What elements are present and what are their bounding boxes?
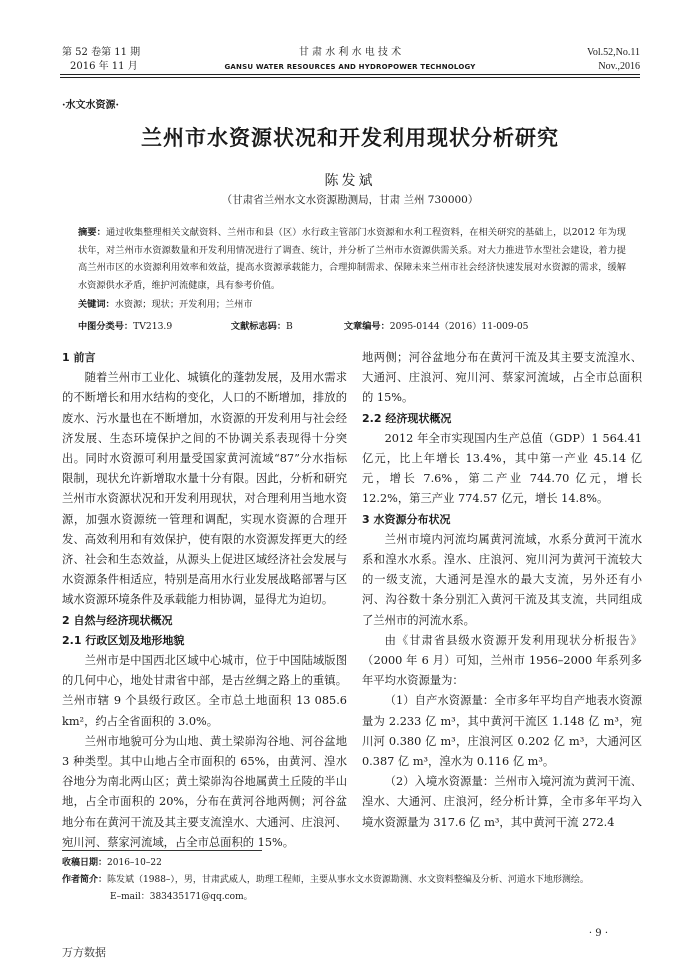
journal-name-cn: 甘 肃 水 利 水 电 技 术: [298, 47, 402, 58]
section-tag: ·水文水资源·: [62, 100, 119, 111]
clc-label: 中图分类号：: [78, 321, 134, 332]
clc-value: TV213.9: [133, 321, 173, 332]
header-rule: [60, 74, 640, 75]
article-no-label: 文章编号：: [343, 321, 390, 332]
header-volume-en: [587, 46, 640, 74]
keywords-text: 水资源；现状；开发利用；兰州市: [114, 299, 253, 310]
abstract-text: 通过收集整理相关文献资料、兰州市和县（区）水行政主管部门水资源和水利工程资料，在相关研究的基础上，以2012 年为现状年，对兰州市水资源数量和开发利用情况进行了调查、统计，并分析了兰州市水资源供需关系。对大力推进节水型社会建设，着力提高兰州市区的水资源利用效率和效益，提高水资源承载能力，合理抑制需求、保障未来兰州市社会经济快速发展对水资源的需求，缓解水资源供水矛盾，维护河流健康，具有参考价值。: [78, 227, 626, 291]
doc-code-label: 文献标志码：: [230, 321, 287, 332]
footnote-rule: [62, 850, 262, 851]
page-number: · 9 ·: [588, 928, 608, 939]
keywords: [78, 296, 253, 310]
heading-1: 1 前言: [62, 351, 96, 364]
received-label: 收稿日期：: [62, 858, 108, 868]
author-affiliation: （甘肃省兰州水文水资源勘测局，甘肃 兰州 730000）: [221, 194, 479, 206]
journal-name-en: GANSU WATER RESOURCES AND HYDROPOWER TECHNOLOGY: [224, 63, 476, 71]
volume-en: Vol.52,No.11: [586, 47, 640, 58]
author-email: E–mail：383435171@qq.com。: [110, 892, 253, 902]
body-column-left: [62, 348, 347, 849]
classification-meta: [78, 318, 638, 332]
heading-2-2: 2.2 经济现状概况: [362, 411, 452, 425]
paper-author: 陈发斌: [324, 173, 376, 189]
paragraph-2-1-b: 兰州市地貌可分为山地、黄土梁峁沟谷地、河谷盆地 3 种类型。其中山地占全市面积的 65%，由黄河、湟水谷地分为南北两山区；黄土梁峁沟谷地属黄土丘陵的半山地，占全市面积的 20%，分布在黄河谷地两侧；河谷盆地分布在黄河干流及其主要支流湟水、大通河、庄浪河、宛川河、蔡家河流域，占全市总面积的 15%。: [62, 734, 347, 849]
author-bio: [62, 872, 652, 889]
heading-3: 3 水资源分布状况: [362, 512, 451, 526]
author-bio-label: 作者简介：: [62, 875, 108, 885]
body-column-right: [362, 348, 642, 833]
paragraph-2-2: 2012 年全市实现国内生产总值（GDP）1 564.41 亿元，比上年增长 13.4%，其中第一产业 45.14 亿元，增长 7.6%，第二产业 744.70 亿元，增长 12.2%，第三产业 774.57 亿元，增长 14.8%。: [362, 431, 642, 506]
received-value: 2016–10–22: [107, 858, 162, 868]
paragraph-2-1-b-continued: 地两侧；河谷盆地分布在黄河干流及其主要支流湟水、大通河、庄浪河、宛川河、蔡家河流域，占全市总面积的 15%。: [362, 351, 642, 405]
author-bio-text: 陈发斌（1988–），男，甘肃武威人，助理工程师，主要从事水文水资源勘测、水文资料整编及分析、河道水下地形测绘。: [107, 875, 589, 885]
footnote: [62, 855, 652, 906]
paragraph-3-d: （2）入境水资源量：兰州市入境河流为黄河干流、湟水、大通河、庄浪河，经分析计算，全市多年平均入境水资源量为 317.6 亿 m³，其中黄河干流 272.4: [362, 775, 642, 829]
paragraph-intro: 随着兰州市工业化、城镇化的蓬勃发展，及用水需求的不断增长和用水结构的变化，人口的不断增加，排放的废水、污水量也在不断增加，水资源的开发利用与社会经济发展、生态环境保护之间的不协调关系表现得十分突出。同时水资源可利用量受国家黄河流域“87”分水指标限制，现状允许新增取水量十分有限。因此，分析和研究兰州市水资源状况和开发利用现状，对合理利用当地水资源，加强水资源统一管理和调配，实现水资源的合理开发、高效利用和有效保护，使有限的水资源发挥更大的经济、社会和生态效益，从源头上促进区域经济社会发展与水资源条件相适应，特别是高用水行业发展战略部署与区域水资源环境条件及承载能力相协调，显得尤为迫切。: [62, 371, 347, 607]
heading-2-1: 2.1 行政区划及地形地貌: [62, 633, 185, 647]
paragraph-2-1-a: 兰州市是中国西北区域中心城市，位于中国陆域版图的几何中心，地处甘肃省中部，是古丝绸之路上的重镇。兰州市辖 9 个县级行政区。全市总土地面积 13 085.6 km²，约占全省面积的 3.0%。: [62, 654, 347, 728]
keywords-label: 关键词：: [78, 299, 115, 310]
volume-cn: 第 52 卷第 11 期: [62, 47, 141, 58]
paragraph-3-c: （1）自产水资源量：全市多年平均自产地表水资源量为 2.233 亿 m³，其中黄河干流区 1.148 亿 m³，宛川河 0.380 亿 m³，庄浪河区 0.202 亿 m³，大通河区 0.387 亿 m³，湟水为 0.116 亿 m³。: [362, 694, 642, 769]
watermark: 万方数据: [62, 946, 106, 959]
paper-title: 兰州市水资源状况和开发利用现状分析研究: [141, 126, 559, 150]
article-no-value: 2095-0144（2016）11-009-05: [389, 321, 529, 332]
date-en: Nov.,2016: [598, 61, 640, 72]
date-cn: 2016 年 11 月: [70, 61, 138, 72]
header-rule-thin: [60, 77, 640, 78]
abstract: [78, 224, 626, 294]
heading-2: 2 自然与经济现状概况: [62, 613, 173, 627]
received-date: [62, 855, 652, 872]
paragraph-3-b: 由《甘肃省县级水资源开发利用现状分析报告》（2000 年 6 月）可知，兰州市 1956–2000 年系列多年平均水资源量为：: [362, 633, 642, 688]
doc-code-value: B: [286, 321, 293, 332]
abstract-label: 摘要：: [78, 227, 106, 238]
paragraph-3-a: 兰州市境内河流均属黄河流域，水系分黄河干流水系和湟水水系。湟水、庄浪河、宛川河为黄河干流较大的一级支流，大通河是湟水的最大支流，另外还有小河、沟谷数十条分别汇入黄河干流及其支流，共同组成了兰州市的河流水系。: [362, 532, 642, 627]
